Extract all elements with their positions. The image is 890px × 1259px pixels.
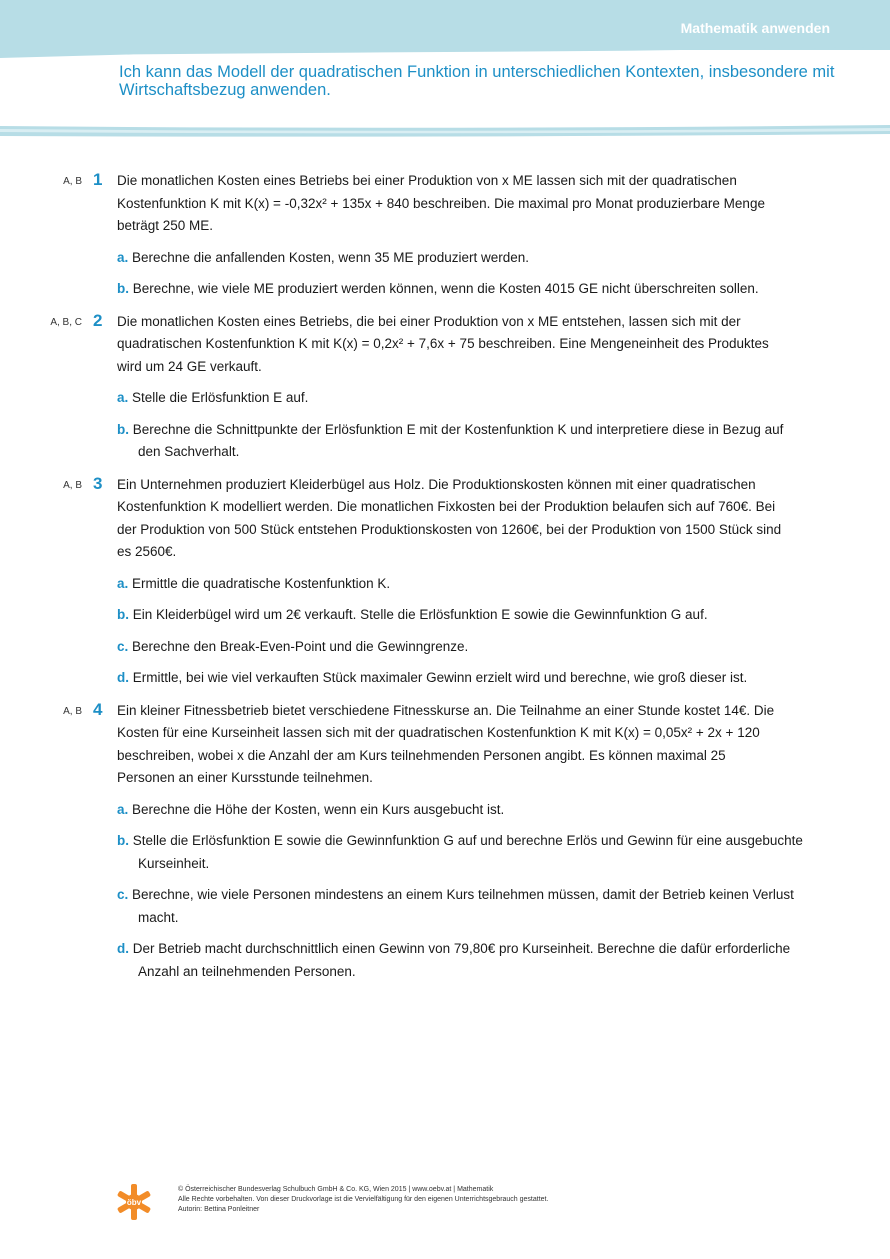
logo-text: öbv xyxy=(126,1198,142,1207)
subtask-text: Berechne die Schnittpunkte der Erlösfunktion E mit der Kostenfunktion K und interpretiere diese in Bezug auf den Sachverhalt. xyxy=(132,421,784,459)
subtask-letter: b. xyxy=(117,281,129,296)
subtask-text: Ermittle die quadratische Kostenfunktion K. xyxy=(132,575,391,591)
task-list xyxy=(0,170,890,983)
task-number: 3 xyxy=(93,473,103,493)
subtask-text: Der Betrieb macht durchschnittlich einen Gewinn von 79,80€ pro Kurseinheit. Berechne die dafür erforderliche Anzahl an teilnehmenden Personen. xyxy=(132,941,791,979)
task-competency: A, B xyxy=(63,705,82,717)
subtask-text: Ein Kleiderbügel wird um 2€ verkauft. Stelle die Erlösfunktion E sowie die Gewinnfunktion G auf. xyxy=(132,607,708,622)
subtask-text: Berechne, wie viele ME produziert werden können, wenn die Kosten 4015 GE nicht überschreiten sollen. xyxy=(132,281,759,296)
decorative-wave xyxy=(0,124,890,138)
page-subtitle: Ich kann das Modell der quadratischen Funktion in unterschiedlichen Kontexten, insbesondere mit Wirtschaftsbezug anwenden. xyxy=(119,63,835,99)
subtask-text: Berechne, wie viele Personen mindestens an einem Kurs teilnehmen müssen, damit der Betrieb keinen Verlust macht. xyxy=(132,887,794,925)
subtask-letter: c. xyxy=(117,638,129,654)
subtask xyxy=(117,636,808,659)
subtask-letter: a. xyxy=(117,249,129,265)
task-competency: A, B, C xyxy=(50,316,82,328)
subtask xyxy=(117,667,808,690)
task-3 xyxy=(0,474,890,690)
task-competency: A, B xyxy=(63,479,82,491)
subtask-text: Berechne die anfallenden Kosten, wenn 35 ME produziert werden. xyxy=(132,249,530,265)
subtask-text: Berechne den Break-Even-Point und die Gewinngrenze. xyxy=(132,638,469,654)
subtask xyxy=(117,830,808,875)
subtask-letter: a. xyxy=(117,390,129,405)
subtask xyxy=(117,573,808,596)
subtask-letter: c. xyxy=(117,887,129,902)
subtask-letter: b. xyxy=(117,421,129,437)
footer-rights: Alle Rechte vorbehalten. Von dieser Druckvorlage ist die Vervielfältigung für den eigenen Unterrichtsgebrauch gestattet. xyxy=(178,1196,549,1203)
task-text: Ein kleiner Fitnessbetrieb bietet verschiedene Fitnesskurse an. Die Teilnahme an einer Stunde kostet 14€. Die Kosten für eine Kurseinheit lassen sich mit der quadratischen Kostenfunktion K mit K(x) = 0,05x² + 2x + 120 beschreiben, wobei x die Anzahl der am Kurs teilnehmenden Personen angibt. Es können maximal 25 Personen an einer Kursstunde teilnehmen. xyxy=(117,702,775,785)
task-text: Die monatlichen Kosten eines Betriebs bei einer Produktion von x ME lassen sich mit der quadratischen Kostenfunktion K mit K(x) = -0,32x² + 135x + 840 beschreiben. Die maximal pro Monat produzierbare Menge beträgt 250 ME. xyxy=(117,173,765,233)
subtask xyxy=(117,884,808,929)
task-number: 1 xyxy=(93,170,103,189)
task-text: Ein Unternehmen produziert Kleiderbügel aus Holz. Die Produktionskosten können mit einer quadratischen Kostenfunktion K modelliert werden. Die monatlichen Fixkosten bei der Produktion belaufen sich auf 760€. Bei der Produktion von 500 Stück entstehen Produktionskosten von 1260€, bei der Produktion von 1500 Stück sind es 2560€. xyxy=(117,476,782,559)
subtask-text: Stelle die Erlösfunktion E sowie die Gewinnfunktion G auf und berechne Erlös und Gewinn für eine ausgebuchte Kurseinheit. xyxy=(132,833,803,871)
subtask-letter: d. xyxy=(117,670,129,685)
subtask xyxy=(117,247,808,270)
subtask xyxy=(117,387,808,410)
subtask-text: Stelle die Erlösfunktion E auf. xyxy=(132,390,309,405)
footer-copyright: © Österreichischer Bundesverlag Schulbuch GmbH & Co. KG, Wien 2015 | www.oebv.at | Mathematik xyxy=(178,1186,494,1193)
footer-author: Autorin: Bettina Ponleitner xyxy=(178,1206,260,1213)
subtask xyxy=(117,278,808,301)
task-1 xyxy=(0,170,890,301)
task-number: 4 xyxy=(93,699,103,719)
task-4 xyxy=(0,700,890,984)
task-number: 2 xyxy=(93,310,103,330)
footer xyxy=(178,1185,548,1215)
subtask-text: Berechne die Höhe der Kosten, wenn ein Kurs ausgebucht ist. xyxy=(132,801,505,817)
subtask xyxy=(117,799,808,822)
header-label: Mathematik anwenden xyxy=(680,20,830,36)
subtask-letter: a. xyxy=(117,801,129,817)
subtask-text: Ermittle, bei wie viel verkauften Stück maximaler Gewinn erzielt wird und berechne, wie groß dieser ist. xyxy=(132,670,748,685)
subtask xyxy=(117,419,808,464)
subtask-letter: a. xyxy=(117,575,129,591)
subtask-letter: b. xyxy=(117,607,129,622)
task-competency: A, B xyxy=(63,176,82,187)
subtask-letter: d. xyxy=(117,941,129,956)
subtask-letter: b. xyxy=(117,833,129,848)
oebv-logo-icon xyxy=(116,1184,152,1220)
subtask xyxy=(117,604,808,627)
task-text: Die monatlichen Kosten eines Betriebs, die bei einer Produktion von x ME entstehen, lassen sich mit der quadratischen Kostenfunktion K mit K(x) = 0,2x² + 7,6x + 75 beschreiben. Eine Mengeneinheit des Produktes wird um 24 GE verkauft. xyxy=(117,313,769,374)
subtask xyxy=(117,938,808,983)
header-band-curve xyxy=(0,40,890,58)
task-2 xyxy=(0,311,890,464)
